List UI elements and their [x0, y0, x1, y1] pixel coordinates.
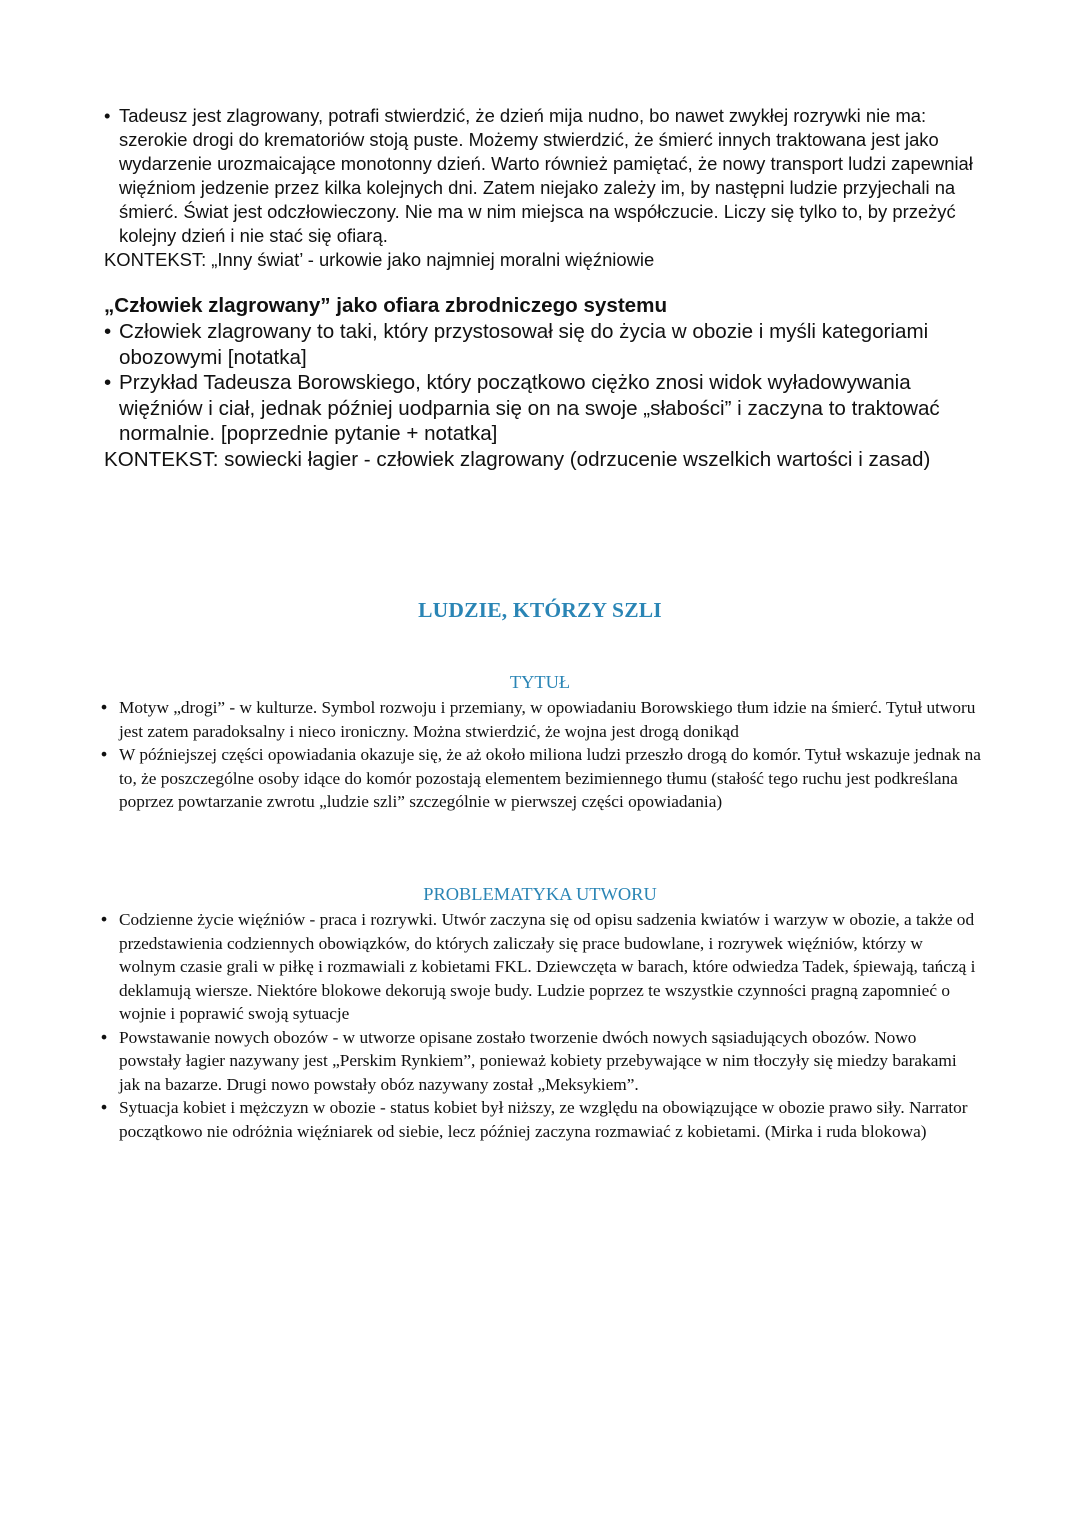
list-item: • Tadeusz jest zlagrowany, potrafi stwierdzić, że dzień mija nudno, bo nawet zwykłej rozrywki nie ma: szerokie drogi do krematoriów stoją puste. Możemy stwierdzić, że śmierć innych traktowana jest jako wydarzenie urozmaicające monotonny dzień. Warto również pamiętać, że nowy transport ludzi zapewniał więźniom jedzenie przez kilka kolejnych dni. Zatem niejako zależy im, by następni ludzie przyjechali na śmierć. Świat jest odczłowieczony. Nie ma w nim miejsca na współczucie. Liczy się tylko to, by przeżyć kolejny dzień i nie stać się ofiarą.: [104, 104, 984, 248]
list-item: • Sytuacja kobiet i mężczyzn w obozie - status kobiet był niższy, ze względu na obowiązujące w obozie prawo siły. Narrator początkowo nie odróżnia więźniarek od siebie, lecz później zaczyna rozmawiać z kobietami. (Mirka i ruda blokowa): [101, 1096, 981, 1143]
context-note: KONTEKST: sowiecki łagier - człowiek zlagrowany (odrzucenie wszelkich wartości i zasad): [104, 447, 931, 471]
section-heading: „Człowiek zlagrowany” jako ofiara zbrodniczego systemu: [104, 294, 668, 317]
bullet-list: [104, 104, 984, 248]
list-item: • W późniejszej części opowiadania okazuje się, że aż około miliona ludzi przeszło drogą do komór. Tytuł wskazuje jednak na to, że poszczególne osoby idące do komór pozostają elementem bezimiennego tłumu (stałość tego ruchu jest podkreślana poprzez powtarzanie zwrotu „ludzie szli” szczególnie w pierwszej części opowiadania): [101, 743, 981, 814]
list-item: • Motyw „drogi” - w kulturze. Symbol rozwoju i przemiany, w opowiadaniu Borowskiego tłum idzie na śmierć. Tytuł utworu jest zatem paradoksalny i nieco ironiczny. Można stwierdzić, że wojna jest drogą donikąd: [101, 696, 981, 743]
list-item: • Codzienne życie więźniów - praca i rozrywki. Utwór zaczyna się od opisu sadzenia kwiatów i warzyw w obozie, a także od przedstawienia codziennych obowiązków, do których zaliczały się prace budowlane, i rozrywek więźniów, którzy w wolnym czasie grali w piłkę i rozmawiali z kobietami FKL. Dziewczęta w barach, które odwiedza Tadek, śpiewają, tańczą i deklamują wiersze. Niektóre blokowe dekorują swoje budy. Ludzie poprzez te wszystkie czynności pragną zapomnieć o wojnie i poprawić swoją sytuacje: [101, 908, 981, 1026]
bullet-list: [101, 696, 981, 814]
subheading-problematyka: PROBLEMATYKA UTWORU: [423, 884, 657, 904]
section-czlowiek-zlagrowany: [104, 293, 994, 472]
bullet-list: [101, 908, 981, 1143]
list-item: • Powstawanie nowych obozów - w utworze opisane zostało tworzenie dwóch nowych sąsiadujących obozów. Nowo powstały łagier nazywany jest „Perskim Rynkiem”, ponieważ kobiety przebywające w nim tłoczyły się miedzy barakami jak na bazarze. Drugi nowo powstały obóz nazywany został „Meksykiem”.: [101, 1026, 981, 1097]
section-problematyka: [101, 908, 981, 1143]
subheading-tytul: TYTUŁ: [509, 672, 571, 692]
page-title: LUDZIE, KTÓRZY SZLI: [418, 598, 662, 622]
section-tytul: [101, 696, 981, 814]
list-item: • Przykład Tadeusza Borowskiego, który początkowo ciężko znosi widok wyładowywania więźniów i ciał, jednak później uodparnia się on na swoje „słabości” i zaczyna to traktować normalnie. [poprzednie pytanie + notatka]: [104, 370, 994, 447]
section-tadeusz: [104, 104, 984, 272]
context-note: KONTEKST: „Inny świat’ - urkowie jako najmniej moralni więźniowie: [104, 249, 655, 270]
bullet-list: [104, 319, 994, 447]
list-item: • Człowiek zlagrowany to taki, który przystosował się do życia w obozie i myśli kategoriami obozowymi [notatka]: [104, 319, 994, 370]
